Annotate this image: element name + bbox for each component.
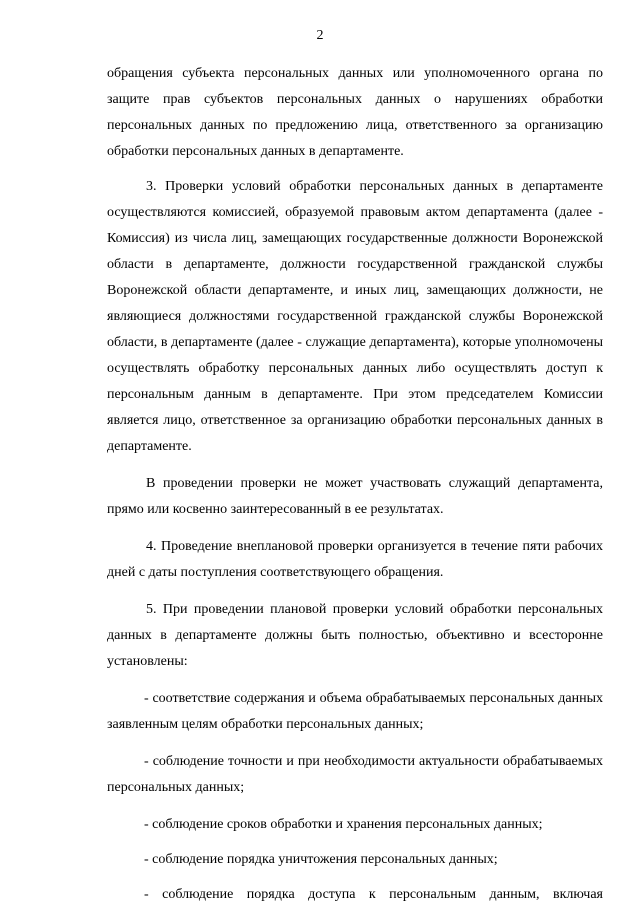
page-number: 2 (316, 28, 324, 43)
list-item: - соответствие содержания и объема обрабатываемых персональных данных заявленным целям обработки персональных данных; (107, 691, 603, 732)
list-item: - соблюдение сроков обработки и хранения персональных данных; (144, 817, 543, 832)
paragraph-conflict-of-interest: В проведении проверки не может участвовать служащий департамента, прямо или косвенно заинтересованный в ее результатах. (107, 476, 603, 517)
paragraph-item-5: 5. При проведении плановой проверки условий обработки персональных данных в департаменте должны быть полностью, объективно и всесторонне установлены: (107, 602, 603, 669)
list-item: - соблюдение точности и при необходимости актуальности обрабатываемых персональных данных; (107, 754, 603, 795)
document-body (107, 61, 603, 908)
list-item: - соблюдение порядка уничтожения персональных данных; (144, 852, 498, 867)
paragraph-continuation: обращения субъекта персональных данных или уполномоченного органа по защите прав субъектов персональных данных о нарушениях обработки персональных данных по предложению лица, ответственного за организацию обработки персональных данных в департаменте. (107, 66, 603, 159)
list-item: - соблюдение порядка доступа к персональным данным, включая (144, 887, 603, 902)
paragraph-item-3: 3. Проверки условий обработки персональных данных в департаменте осуществляются комиссией, образуемой правовым актом департамента (далее - Комиссия) из числа лиц, замещающих государственные должности Воронежской области в департаменте, должности государственной гражданской службы Воронежской области департаменте, и иных лиц, замещающих должности, не являющиеся должностями государственной гражданской службы Воронежской области, в департаменте (далее - служащие департамента), которые уполномочены осуществлять обработку персональных данных либо осуществлять доступ к персональным данным в департаменте. При этом председателем Комиссии является лицо, ответственное за организацию обработки персональных данных в департаменте. (107, 179, 603, 454)
paragraph-item-4: 4. Проведение внеплановой проверки организуется в течение пяти рабочих дней с даты поступления соответствующего обращения. (107, 539, 603, 580)
